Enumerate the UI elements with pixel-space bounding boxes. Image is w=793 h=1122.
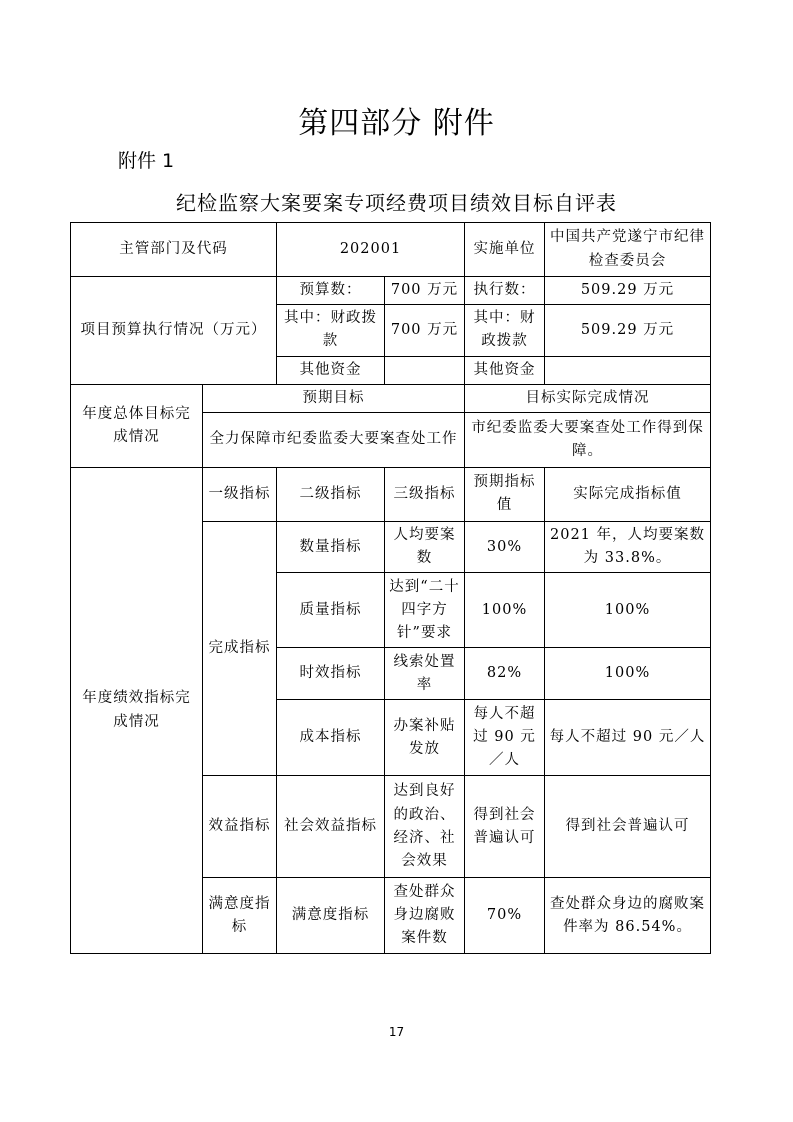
level1-completion: 完成指标 — [203, 521, 277, 775]
unit-label: 实施单位 — [465, 223, 545, 277]
overall-header-row — [71, 384, 711, 412]
budget-amount-value: 700 万元 — [385, 277, 465, 305]
level3-cell: 查处群众身边腐败案件数 — [385, 878, 465, 954]
annex-label: 附件 1 — [118, 150, 175, 172]
level2-cell: 成本指标 — [277, 700, 385, 776]
fiscal-exec-value: 509.29 万元 — [545, 305, 711, 356]
fiscal-budget-value: 700 万元 — [385, 305, 465, 356]
level3-cell: 人均要案数 — [385, 521, 465, 572]
fiscal-budget-label: 其中：财政拨款 — [277, 305, 385, 356]
level2-cell: 质量指标 — [277, 573, 385, 648]
performance-label: 年度绩效指标完成情况 — [71, 467, 203, 953]
header-level1: 一级指标 — [203, 467, 277, 521]
actual-value-cell: 100% — [545, 573, 711, 648]
actual-value-cell: 查处群众身边的腐败案件率为 86.54%。 — [545, 878, 711, 954]
level2-cell: 数量指标 — [277, 521, 385, 572]
part-title: 第四部分 附件 — [298, 106, 495, 141]
level1-satisfaction: 满意度指标 — [203, 878, 277, 954]
expected-goal-text: 全力保障市纪委监委大要案查处工作 — [203, 412, 465, 467]
level2-cell: 时效指标 — [277, 648, 385, 700]
expected-goal-header: 预期目标 — [203, 384, 465, 412]
expected-value-cell: 得到社会普遍认可 — [465, 776, 545, 878]
expected-value-cell: 每人不超过 90 元／人 — [465, 700, 545, 776]
indicator-header-row — [71, 467, 711, 521]
dept-code: 202001 — [277, 223, 465, 277]
table-title: 纪检监察大案要案专项经费项目绩效目标自评表 — [176, 191, 617, 215]
other-budget-value — [385, 356, 465, 384]
level2-cell: 满意度指标 — [277, 878, 385, 954]
page-number: 17 — [388, 1025, 405, 1039]
actual-goal-header: 目标实际完成情况 — [465, 384, 711, 412]
fiscal-exec-label: 其中：财政拨款 — [465, 305, 545, 356]
exec-amount-value: 509.29 万元 — [545, 277, 711, 305]
header-expected: 预期指标值 — [465, 467, 545, 521]
level3-cell: 线索处置率 — [385, 648, 465, 700]
budget-amount-label: 预算数： — [277, 277, 385, 305]
unit-value: 中国共产党遂宁市纪律检查委员会 — [545, 223, 711, 277]
other-exec-value — [545, 356, 711, 384]
dept-row — [71, 223, 711, 277]
level3-cell: 办案补贴发放 — [385, 700, 465, 776]
expected-value-cell: 100% — [465, 573, 545, 648]
level3-cell: 达到良好的政治、经济、社会效果 — [385, 776, 465, 878]
header-actual: 实际完成指标值 — [545, 467, 711, 521]
header-level2: 二级指标 — [277, 467, 385, 521]
actual-goal-text: 市纪委监委大要案查处工作得到保障。 — [465, 412, 711, 467]
other-budget-label: 其他资金 — [277, 356, 385, 384]
dept-label: 主管部门及代码 — [71, 223, 277, 277]
performance-evaluation-table — [70, 222, 711, 954]
level3-cell: 达到“二十四字方针”要求 — [385, 573, 465, 648]
overall-label: 年度总体目标完成情况 — [71, 384, 203, 467]
level1-benefit: 效益指标 — [203, 776, 277, 878]
level2-cell: 社会效益指标 — [277, 776, 385, 878]
actual-value-cell: 2021 年，人均要案数为 33.8%。 — [545, 521, 711, 572]
expected-value-cell: 70% — [465, 878, 545, 954]
actual-value-cell: 每人不超过 90 元／人 — [545, 700, 711, 776]
budget-label: 项目预算执行情况（万元） — [71, 277, 277, 385]
expected-value-cell: 82% — [465, 648, 545, 700]
other-exec-label: 其他资金 — [465, 356, 545, 384]
expected-value-cell: 30% — [465, 521, 545, 572]
actual-value-cell: 100% — [545, 648, 711, 700]
header-level3: 三级指标 — [385, 467, 465, 521]
exec-amount-label: 执行数： — [465, 277, 545, 305]
budget-row — [71, 277, 711, 305]
actual-value-cell: 得到社会普遍认可 — [545, 776, 711, 878]
